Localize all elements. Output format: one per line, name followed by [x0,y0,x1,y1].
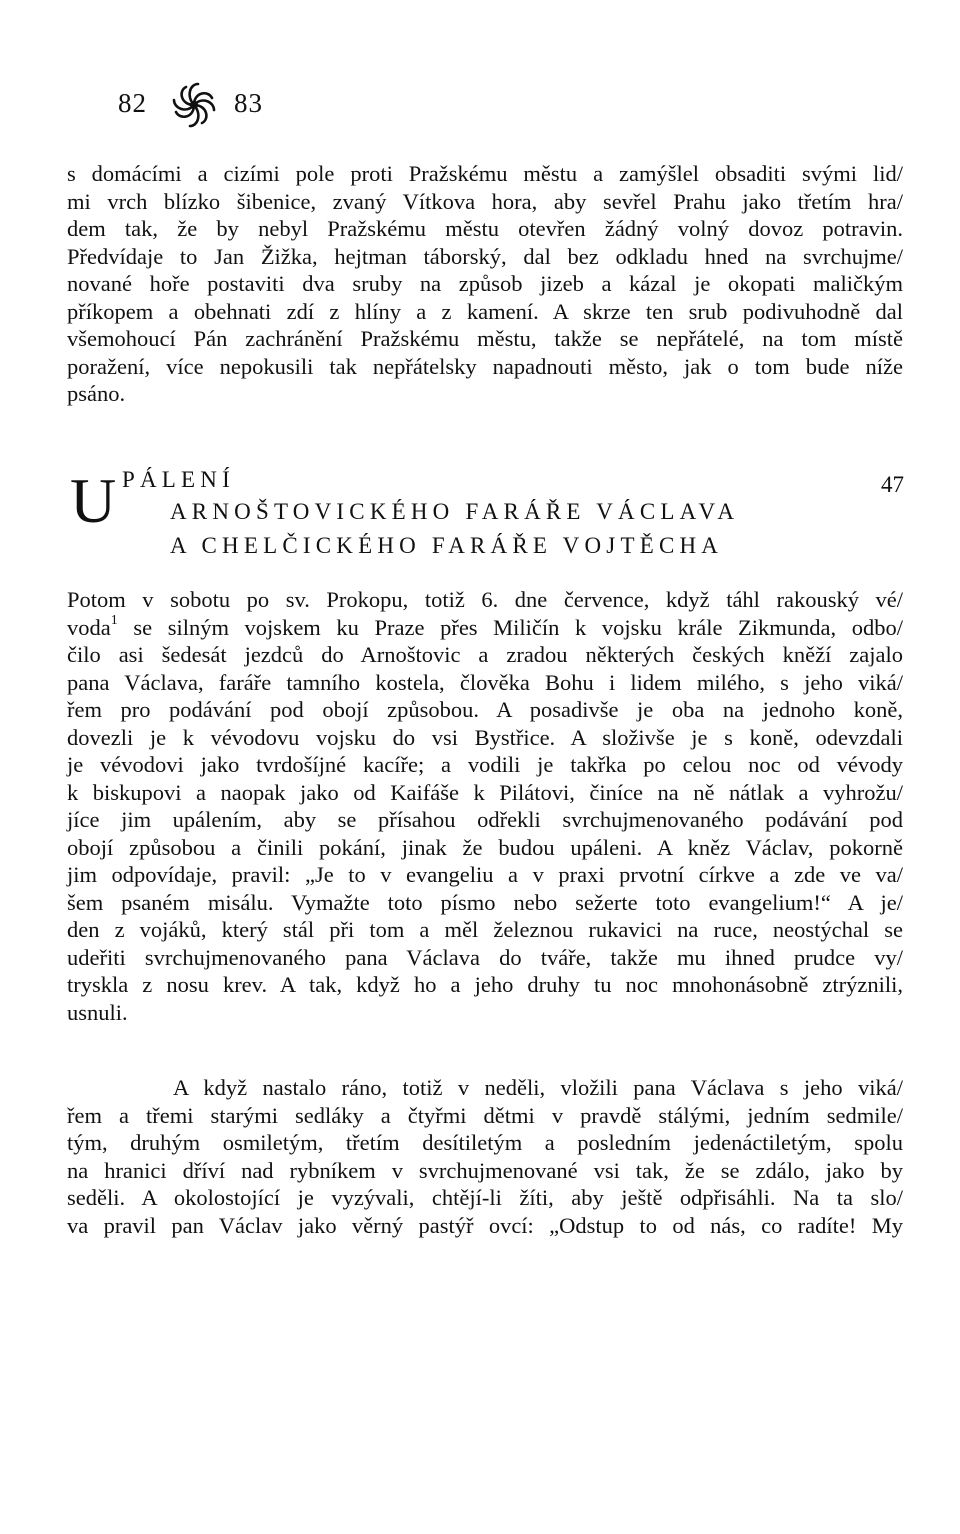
text-line: nované hoře postaviti dva sruby na způsob jizeb a kázal je okopati maličkým [67,271,903,296]
swirl-ornament-icon [168,82,220,128]
text-line: k biskupovi a naopak jako od Kaifáše k Pilátovi, činíce na ně nátlak a vyhrožu/ [67,779,903,805]
text-line: pana Václava, faráře tamního kostela, člověka Bohu i lidem milého, s jeho viká/ [67,669,903,695]
text-line: usnuli. [67,999,128,1025]
text-line: tryskla z nosu krev. A tak, když ho a jeho druhy tu noc mnohonásobně ztrýznili, [67,972,903,997]
text-line: šem psaném misálu. Vymažte toto písmo nebo sežerte toto evangelium!“ A je/ [67,889,903,915]
footnote-marker: 1 [110,613,118,628]
text-line: den z vojáků, který stál při tom a měl železnou rukavici na ruce, neostýchal se [67,917,903,942]
text-line: poražení, více nepokusili tak nepřátelsky napadnouti město, jak o tom bude níže [67,353,903,379]
text-fragment: voda [67,614,111,640]
text-line: psáno. [67,381,126,406]
chapter-title-line-2: ARNOŠTOVICKÉHO FARÁŘE VÁCLAVA [170,499,740,524]
text-line: obojí způsobou a činili pokání, jinak že budou upáleni. A kněz Václav, pokorně [67,834,903,860]
chapter-title-line-3: A CHELČICKÉHO FARÁŘE VOJTĚCHA [170,533,724,558]
paragraph-continued [67,160,903,408]
text-line: příkopem a obehnati zdí z hlíny a z kamení. A skrze ten srub podivuhodně dal [67,298,903,324]
text-line: udeřiti svrchujmenovaného pana Václava do tváře, takže mu ihned prudce vy/ [67,944,903,970]
text-line: va pravil pan Václav jako věrný pastýř ovcí: „Odstup to od nás, co radíte! My [67,1212,903,1238]
drop-cap: U [70,465,117,536]
text-line: je vévodovi jako tvrdošíjné kacíře; a vodili je takřka po celou noc od vévody [67,752,903,777]
text-line: mi vrch blízko šibenice, zvaný Vítkova hora, aby sevřel Prahu jako třetím hra/ [67,188,903,214]
text-line: všemohoucí Pán zachránění Pražskému městu, takže se nepřátelé, na tom místě [67,326,903,351]
text-line: jim odpovídaje, pravil: „Je to v evangeliu a v praxi prvotní církve a zde ve va/ [67,862,903,887]
text-line: seděli. A okolostojící je vyzývali, chtějí-li žíti, aby ještě odpřisáhli. Na ta slo/ [67,1185,903,1210]
paragraph [67,586,903,1026]
page-number-left: 82 [118,88,147,118]
text-line: tým, druhým osmiletým, třetím desítiletým a posledním jedenáctiletým, spolu [67,1130,903,1155]
text-fragment: se silným vojskem ku Praze přes Miličín k vojsku krále Zikmunda, odbo/ [117,614,903,640]
page-number-right: 83 [234,88,263,118]
chapter-number: 47 [881,472,904,497]
chapter-title-line-1: PÁLENÍ [122,467,235,492]
text-line: A když nastalo ráno, totiž v neděli, vložili pana Václava s jeho viká/ [173,1075,903,1100]
text-line: řem pro podávání pod obojí způsobou. A posadivše je oba na jednoho koně, [67,697,903,722]
text-line: čilo asi šedesát jezdců do Arnoštovic a zradou některých českých kněží zajalo [67,642,903,667]
text-line: dem tak, že by nebyl Pražskému městu otevřen žádný volný dovoz potravin. [67,216,903,241]
text-line: Předvídaje to Jan Žižka, hejtman táborský, dal bez odkladu hned na svrchujme/ [67,243,903,269]
text-line: Potom v sobotu po sv. Prokopu, totiž 6. dne července, když táhl rakouský vé/ [67,587,903,612]
page-header [118,88,263,119]
text-line: řem a třemi starými sedláky a čtyřmi dětmi v pravdě stálými, jedním sedmile/ [67,1102,903,1128]
text-line: s domácími a cizími pole proti Pražskému městu a zamýšlel obsaditi svými lid/ [67,161,903,186]
text-line: jíce jim upálením, aby se přísahou odřekli svrchujmenovaného podávání pod [67,807,903,832]
text-line: dovezli je k vévodovu vojsku do vsi Bystřice. A složivše je s koně, odevzdali [67,724,903,750]
text-line [67,614,903,642]
paragraph [67,1074,903,1239]
text-line: na hranici dříví nad rybníkem v svrchujmenované vsi tak, že se zdálo, jako by [67,1157,903,1183]
